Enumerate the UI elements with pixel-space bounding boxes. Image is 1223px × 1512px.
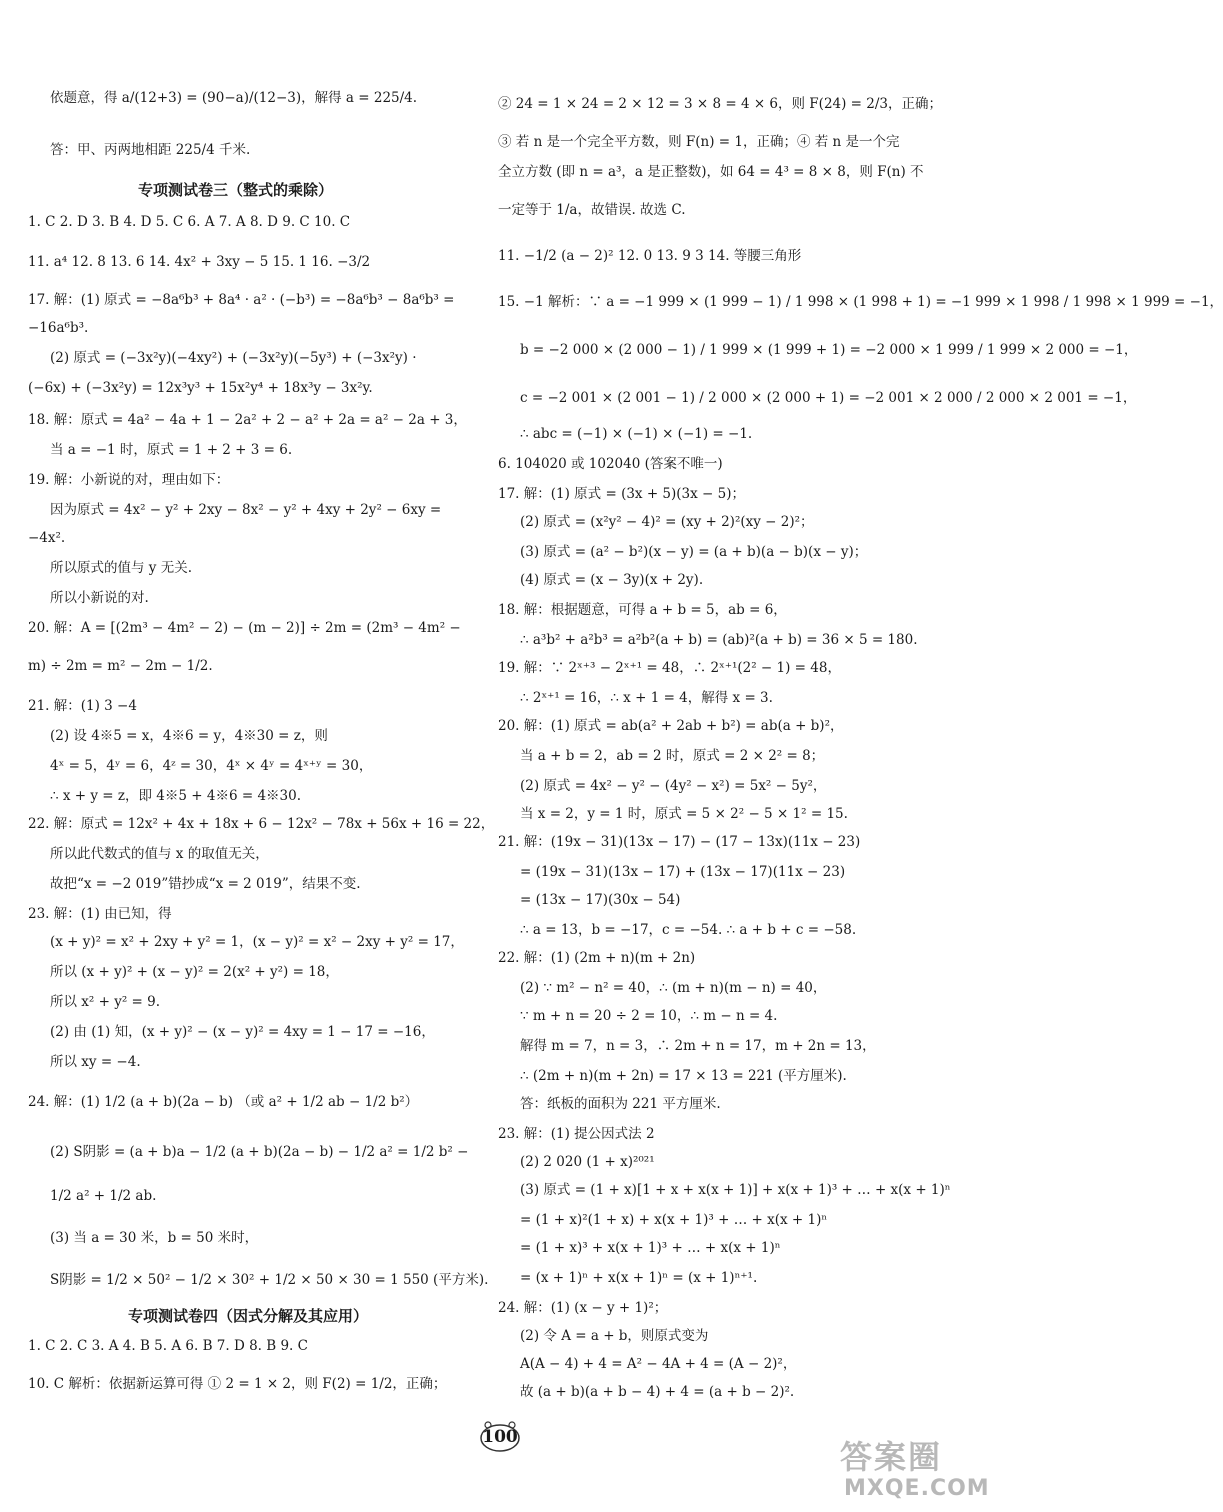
- section-title: 专项测试卷四（因式分解及其应用）: [128, 1307, 369, 1325]
- text-line: (2) ∵ m² − n² = 40，∴ (m + n)(m − n) = 40，: [520, 980, 827, 996]
- text-line: (2) S阴影 = (a + b)a − 1/2 (a + b)(2a − b) − 1/2 a² = 1/2 b² −: [50, 1144, 469, 1160]
- text-line: (x + y)² = x² + 2xy + y² = 1，(x − y)² = x² − 2xy + y² = 17，: [50, 934, 464, 950]
- text-line: 23. 解：(1) 由已知，得: [28, 906, 172, 922]
- text-line: (2) 由 (1) 知，(x + y)² − (x − y)² = 4xy = 1 − 17 = −16，: [50, 1024, 435, 1040]
- text-line: c = −2 001 × (2 001 − 1) / 2 000 × (2 000 + 1) = −2 001 × 2 000 / 2 000 × 2 001 = −1，: [520, 390, 1137, 406]
- text-line: = (19x − 31)(13x − 17) + (13x − 17)(11x − 23): [520, 864, 846, 880]
- text-line: 解得 m = 7，n = 3，∴ 2m + n = 17，m + 2n = 13，: [520, 1038, 876, 1054]
- text-line: ∴ a = 13，b = −17，c = −54. ∴ a + b + c = −58.: [520, 922, 857, 938]
- text-line: 19. 解：小新说的对，理由如下：: [28, 472, 230, 488]
- page-number: 100: [482, 1427, 518, 1447]
- text-line: 23. 解：(1) 提公因式法 2: [498, 1126, 655, 1142]
- text-line: 故 (a + b)(a + b − 4) + 4 = (a + b − 2)².: [520, 1384, 795, 1400]
- answer-line: 11. −1/2 (a − 2)² 12. 0 13. 9 3 14. 等腰三角形: [498, 248, 802, 264]
- text-line: ∴ x + y = z，即 4※5 + 4※6 = 4※30.: [50, 788, 302, 804]
- watermark-url: MXQE.COM: [844, 1476, 990, 1501]
- text-line: 当 a + b = 2，ab = 2 时，原式 = 2 × 2² = 8；: [520, 748, 825, 764]
- text-line: 答：甲、丙两地相距 225/4 千米.: [50, 142, 251, 158]
- text-line: 所以原式的值与 y 无关.: [50, 560, 193, 576]
- text-line: 答：纸板的面积为 221 平方厘米.: [520, 1096, 721, 1112]
- text-line: 19. 解：∵ 2ˣ⁺³ − 2ˣ⁺¹ = 48，∴ 2ˣ⁺¹(2² − 1) = 48，: [498, 660, 841, 676]
- text-line: ② 24 = 1 × 24 = 2 × 12 = 3 × 8 = 4 × 6，则 F(24) = 2/3，正确；: [498, 96, 943, 112]
- text-line: 当 x = 2，y = 1 时，原式 = 5 × 2² − 5 × 1² = 15.: [520, 806, 848, 822]
- text-line: ∴ 2ˣ⁺¹ = 16，∴ x + 1 = 4，解得 x = 3.: [520, 690, 773, 706]
- answer-line: 1. C 2. C 3. A 4. B 5. A 6. B 7. D 8. B 9. C: [28, 1338, 308, 1354]
- text-line: 22. 解：原式 = 12x² + 4x + 18x + 6 − 12x² − 78x + 56x + 16 = 22，: [28, 816, 495, 832]
- text-line: 24. 解：(1) 1/2 (a + b)(2a − b) （或 a² + 1/2 ab − 1/2 b²）: [28, 1094, 419, 1110]
- text-line: b = −2 000 × (2 000 − 1) / 1 999 × (1 999 + 1) = −2 000 × 1 999 / 1 999 × 2 000 = −1，: [520, 342, 1138, 358]
- text-line: (3) 原式 = (1 + x)[1 + x + x(x + 1)] + x(x + 1)³ + … + x(x + 1)ⁿ: [520, 1182, 951, 1198]
- text-line: 17. 解：(1) 原式 = −8a⁶b³ + 8a⁴ · a² · (−b³) = −8a⁶b³ − 8a⁶b³ =: [28, 292, 455, 308]
- text-line: A(A − 4) + 4 = A² − 4A + 4 = (A − 2)²，: [520, 1356, 797, 1372]
- answer-line: 6. 104020 或 102040 (答案不唯一): [498, 456, 723, 472]
- text-line: 20. 解：A = [(2m³ − 4m² − 2) − (m − 2)] ÷ 2m = (2m³ − 4m² −: [28, 620, 461, 636]
- text-line: ∵ m + n = 20 ÷ 2 = 10，∴ m − n = 4.: [520, 1008, 778, 1024]
- text-line: = (1 + x)²(1 + x) + x(x + 1)³ + … + x(x + 1)ⁿ: [520, 1212, 828, 1228]
- text-line: ∴ a³b² + a²b³ = a²b²(a + b) = (ab)²(a + b) = 36 × 5 = 180.: [520, 632, 918, 648]
- text-line: 24. 解：(1) (x − y + 1)²；: [498, 1300, 668, 1316]
- text-line: (4) 原式 = (x − 3y)(x + 2y).: [520, 572, 704, 588]
- text-line: (−6x) + (−3x²y) = 12x³y³ + 15x²y⁴ + 18x³y − 3x²y.: [28, 380, 373, 396]
- text-line: = (x + 1)ⁿ + x(x + 1)ⁿ = (x + 1)ⁿ⁺¹.: [520, 1270, 758, 1286]
- text-line: 一定等于 1/a，故错误. 故选 C.: [498, 202, 686, 218]
- text-line: 20. 解：(1) 原式 = ab(a² + 2ab + b²) = ab(a + b)²，: [498, 718, 844, 734]
- text-line: 22. 解：(1) (2m + n)(m + 2n): [498, 950, 696, 966]
- answer-line: 11. a⁴ 12. 8 13. 6 14. 4x² + 3xy − 5 15. 1 16. −3/2: [28, 254, 371, 270]
- text-line: 18. 解：原式 = 4a² − 4a + 1 − 2a² + 2 − a² + 2a = a² − 2a + 3，: [28, 412, 467, 428]
- text-line: 因为原式 = 4x² − y² + 2xy − 8x² − y² + 4xy + 2y² − 6xy =: [50, 502, 442, 518]
- text-line: (3) 原式 = (a² − b²)(x − y) = (a + b)(a − b)(x − y)；: [520, 544, 868, 560]
- text-line: (3) 当 a = 30 米，b = 50 米时，: [50, 1230, 259, 1246]
- text-line: (2) 原式 = 4x² − y² − (4y² − x²) = 5x² − 5y²，: [520, 778, 827, 794]
- answer-line: 1. C 2. D 3. B 4. D 5. C 6. A 7. A 8. D 9. C 10. C: [28, 214, 351, 230]
- text-line: 全立方数 (即 n = a³，a 是正整数)，如 64 = 4³ = 8 × 8，则 F(n) 不: [498, 164, 924, 180]
- text-line: 10. C 解析：依据新运算可得 ① 2 = 1 × 2，则 F(2) = 1/2，正确；: [28, 1376, 447, 1392]
- text-line: 1/2 a² + 1/2 ab.: [50, 1188, 157, 1204]
- text-line: 所以 (x + y)² + (x − y)² = 2(x² + y²) = 18，: [50, 964, 339, 980]
- text-line: ③ 若 n 是一个完全平方数，则 F(n) = 1，正确；④ 若 n 是一个完: [498, 134, 900, 150]
- text-line: S阴影 = 1/2 × 50² − 1/2 × 30² + 1/2 × 50 × 30 = 1 550 (平方米).: [50, 1272, 489, 1288]
- text-line: 18. 解：根据题意，可得 a + b = 5，ab = 6，: [498, 602, 787, 618]
- text-line: (2) 原式 = (x²y² − 4)² = (xy + 2)²(xy − 2)²；: [520, 514, 814, 530]
- text-line: = (13x − 17)(30x − 54): [520, 892, 681, 908]
- text-line: 21. 解：(1) 3 −4: [28, 698, 137, 714]
- text-line: (2) 设 4※5 = x，4※6 = y，4※30 = z，则: [50, 728, 328, 744]
- text-line: 所以 x² + y² = 9.: [50, 994, 161, 1010]
- text-line: 15. −1 解析：∵ a = −1 999 × (1 999 − 1) / 1 998 × (1 998 + 1) = −1 999 × 1 998 / 1 998 × 1 999 = −1，: [498, 294, 1223, 310]
- text-line: 21. 解：(19x − 31)(13x − 17) − (17 − 13x)(11x − 23): [498, 834, 861, 850]
- text-line: 4ˣ = 5，4ʸ = 6，4ᶻ = 30，4ˣ × 4ʸ = 4ˣ⁺ʸ = 30，: [50, 758, 373, 774]
- watermark-logo-text: 答案圈: [840, 1438, 943, 1476]
- text-line: 当 a = −1 时，原式 = 1 + 2 + 3 = 6.: [50, 442, 293, 458]
- text-line: (2) 原式 = (−3x²y)(−4xy²) + (−3x²y)(−5y³) + (−3x²y) ·: [50, 350, 417, 366]
- text-line: 故把“x = −2 019”错抄成“x = 2 019”，结果不变.: [50, 876, 361, 892]
- text-line: −4x².: [28, 530, 66, 546]
- watermark: [840, 1432, 990, 1504]
- text-line: m) ÷ 2m = m² − 2m − 1/2.: [28, 658, 213, 674]
- text-line: (2) 令 A = a + b，则原式变为: [520, 1328, 709, 1344]
- text-line: −16a⁶b³.: [28, 320, 89, 336]
- text-line: ∴ (2m + n)(m + 2n) = 17 × 13 = 221 (平方厘米).: [520, 1068, 847, 1084]
- text-line: (2) 2 020 (1 + x)²⁰²¹: [520, 1154, 655, 1170]
- text-line: ∴ abc = (−1) × (−1) × (−1) = −1.: [520, 426, 753, 442]
- text-line: 所以小新说的对.: [50, 590, 149, 606]
- section-title: 专项测试卷三（整式的乘除）: [138, 181, 334, 199]
- page-number-badge: [478, 1420, 522, 1454]
- text-line: 17. 解：(1) 原式 = (3x + 5)(3x − 5)；: [498, 486, 746, 502]
- text-line: 依题意，得 a/(12+3) = (90−a)/(12−3)，解得 a = 225/4.: [50, 90, 418, 106]
- text-line: 所以 xy = −4.: [50, 1054, 141, 1070]
- text-line: = (1 + x)³ + x(x + 1)³ + … + x(x + 1)ⁿ: [520, 1240, 781, 1256]
- text-line: 所以此代数式的值与 x 的取值无关，: [50, 846, 269, 862]
